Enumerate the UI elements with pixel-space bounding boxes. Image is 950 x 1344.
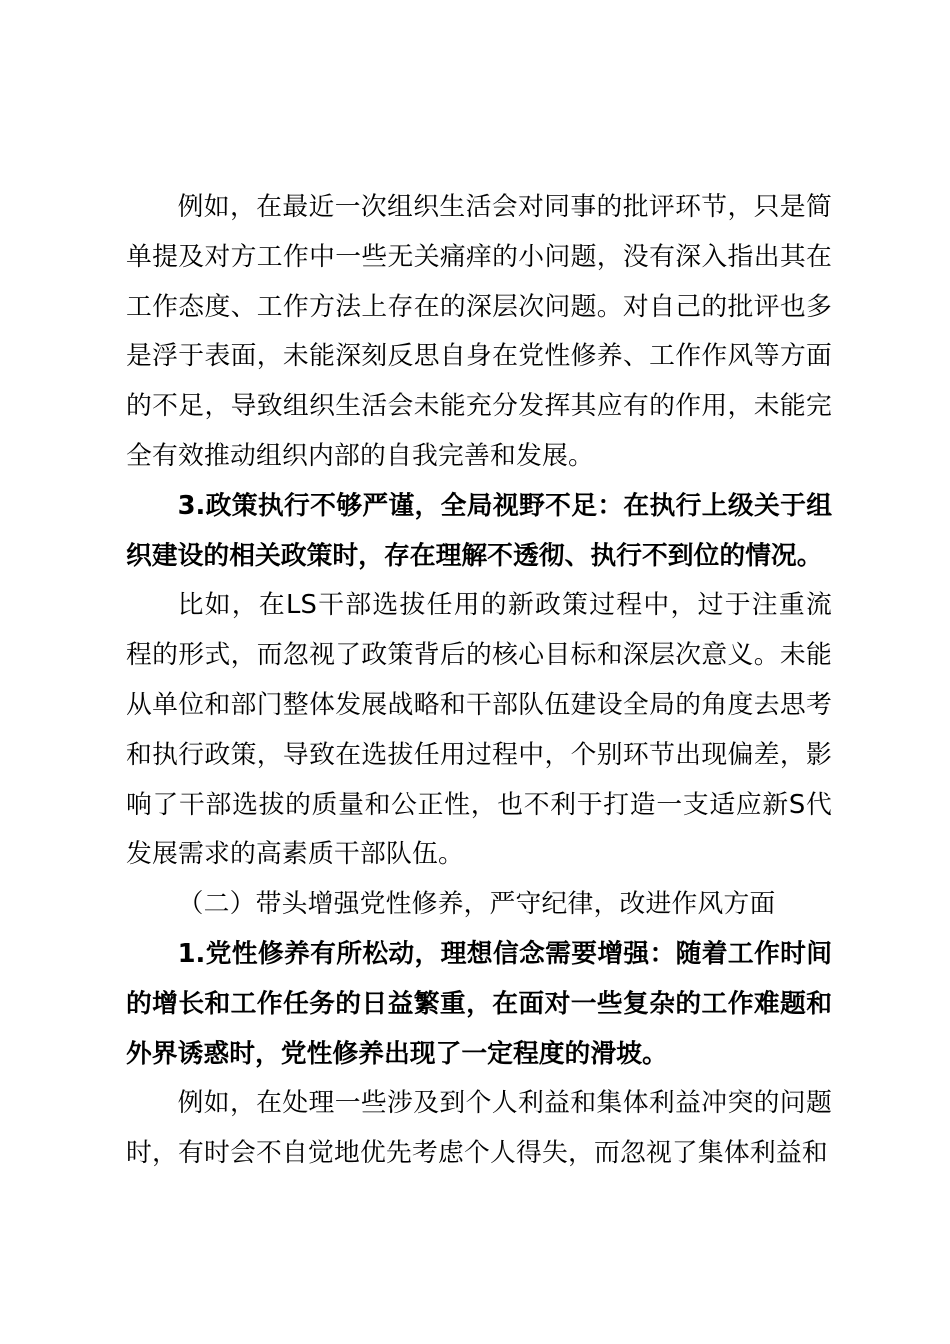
paragraph-example-interest: 例如，在处理一些涉及到个人利益和集体利益冲突的问题时，有时会不自觉地优先考虑个人得失，而忽视了集体利益和 [126,1088,832,1169]
paragraph-example-criticism: 例如，在最近一次组织生活会对同事的批评环节，只是简单提及对方工作中一些无关痛痒的小问题，没有深入指出其在工作态度、工作方法上存在的深层次问题。对自己的批评也多是浮于表面，未能深刻反思自身在党性修养、工作作风等方面的不足，导致组织生活会未能充分发挥其应有的作用，未能完全有效推动组织内部的自我完善和发展。 [126,192,832,471]
document-body [126,183,832,1179]
paragraph-point-3-heading: 3.政策执行不够严谨，全局视野不足：在执行上级关于组织建设的相关政策时，存在理解不透彻、执行不到位的情况。 [126,490,832,571]
paragraph-example-policy: 比如，在LS干部选拔任用的新政策过程中，过于注重流程的形式，而忽视了政策背后的核心目标和深层次意义。未能从单位和部门整体发展战略和干部队伍建设全局的角度去思考和执行政策，导致在选拔任用过程中，个别环节出现偏差，影响了干部选拔的质量和公正性，也不利于打造一支适应新S代发展需求的高素质干部队伍。 [126,590,832,870]
section-heading-2: （二）带头增强党性修养，严守纪律，改进作风方面 [177,889,776,920]
paragraph-point-1-heading: 1.党性修养有所松动，理想信念需要增强：随着工作时间的增长和工作任务的日益繁重，在面对一些复杂的工作难题和外界诱惑时，党性修养出现了一定程度的滑坡。 [126,938,832,1069]
